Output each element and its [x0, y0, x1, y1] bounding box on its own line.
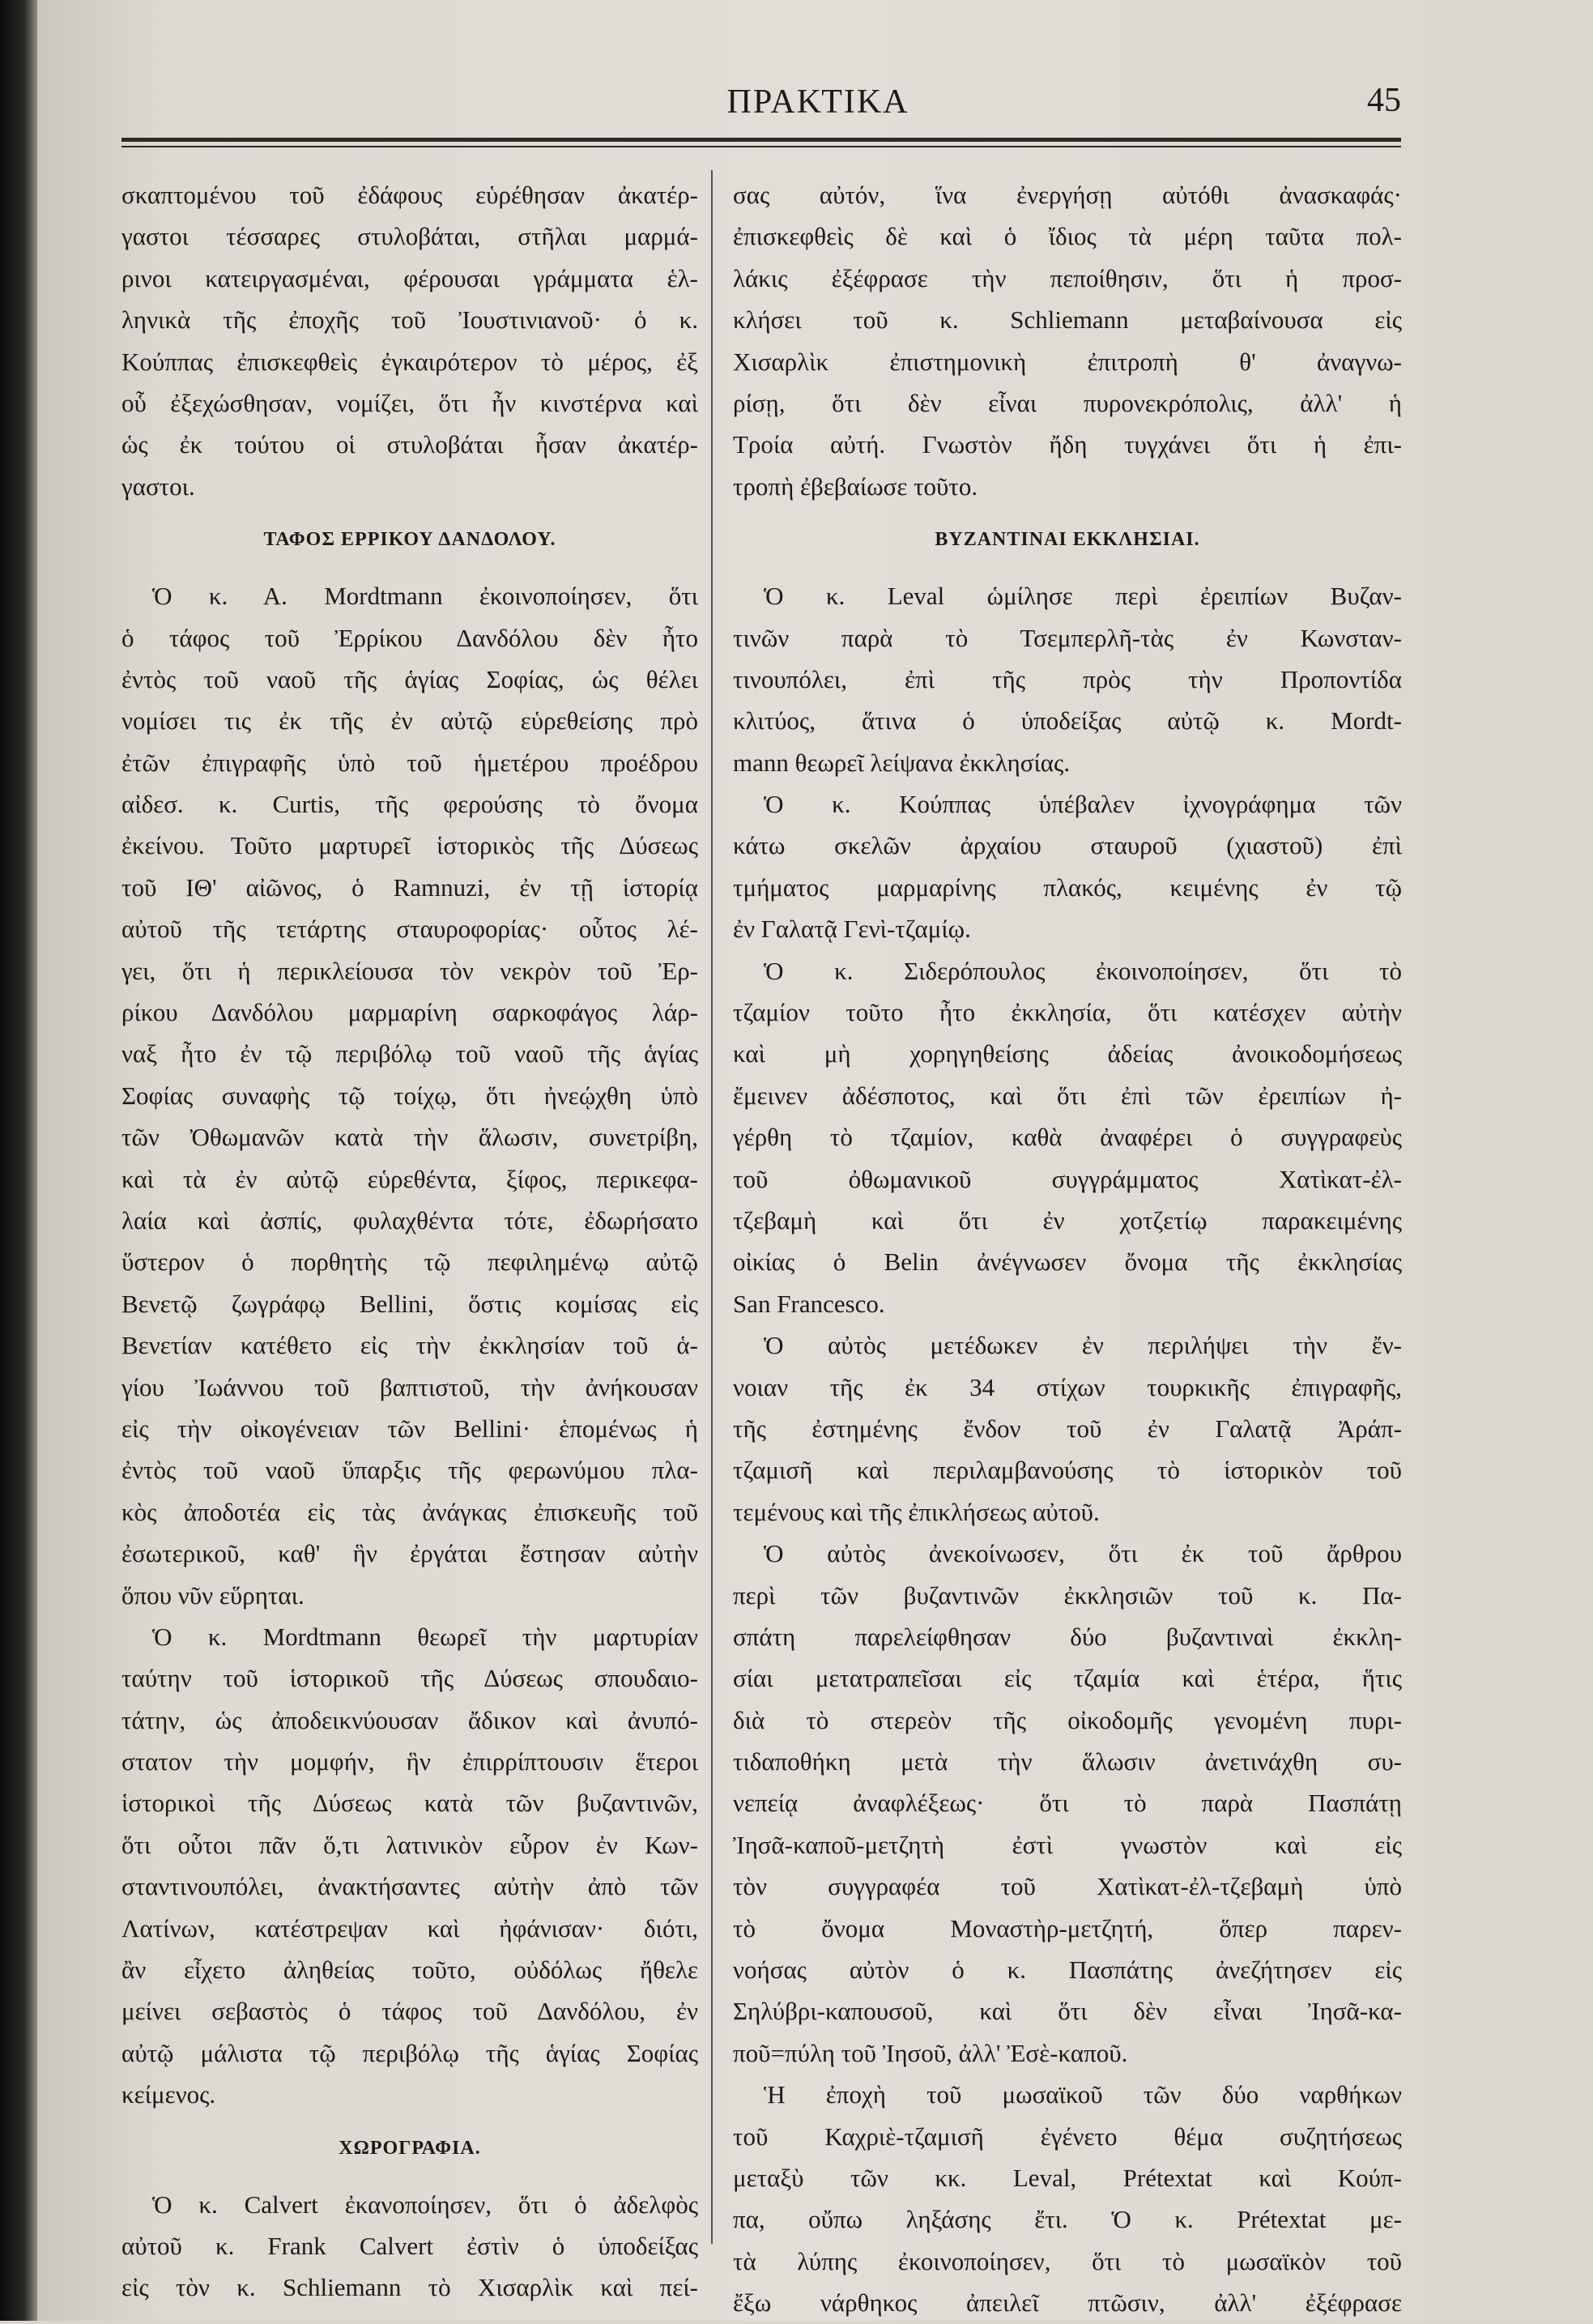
text-line: αὐτῷ μάλιστα τῷ περιβόλῳ τῆς ἁγίας Σοφίας	[121, 2038, 698, 2067]
text-line: ἐν Γαλατᾷ Γενὶ-τζαμίῳ.	[733, 915, 971, 944]
text-line: εἰς τὴν οἰκογένειαν τῶν Bellini· ἑπομένως ἡ	[121, 1414, 698, 1443]
text-line: τοῦ ΙΘ' αἰῶνος, ὁ Ramnuzi, ἐν τῇ ἱστορίᾳ	[121, 872, 698, 902]
text-line: αἰδεσ. κ. Curtis, τῆς φερούσης τὸ ὄνομα	[121, 790, 698, 819]
text-line: τῆς ἐστημένης ἔνδον τοῦ ἐν Γαλατᾷ Ἀράπ-	[733, 1414, 1402, 1443]
text-line: τὰ λύπης ἐκοινοποίησεν, ὅτι τὸ μωσαϊκὸν τοῦ	[733, 2246, 1402, 2275]
text-line: τάτην, ὡς ἀποδεικνύουσαν ἄδικον καὶ ἀνυπό-	[121, 1705, 698, 1734]
header-rule-thin	[121, 146, 1401, 147]
text-line: Λατίνων, κατέστρεψαν καὶ ἠφάνισαν· διότι,	[121, 1913, 698, 1942]
paragraph	[121, 2184, 698, 2309]
text-line: ἐντὸς τοῦ ναοῦ ὕπαρξις τῆς φερωνύμου πλα-	[121, 1456, 698, 1485]
text-line: Ὁ αὐτὸς μετέδωκεν ἐν περιλήψει τὴν ἔν-	[764, 1331, 1402, 1360]
text-line: κλήσει τοῦ κ. Schliemann μεταβαίνουσα εἰς	[733, 305, 1402, 335]
text-line: σίαι μετατραπεῖσαι εἰς τζαμία καὶ ἑτέρα, ἥτις	[733, 1664, 1402, 1693]
text-line: περὶ τῶν βυζαντινῶν ἐκκλησιῶν τοῦ κ. Πα-	[733, 1580, 1402, 1610]
text-line: κάτω σκελῶν ἀρχαίου σταυροῦ (χιαστοῦ) ἐπὶ	[733, 831, 1402, 860]
text-line: σκαπτομένου τοῦ ἐδάφους εὑρέθησαν ἀκατέρ-	[121, 181, 698, 209]
text-line: τινῶν παρὰ τὸ Τσεμπερλῆ-τὰς ἐν Κωνσταν-	[733, 623, 1402, 652]
paragraph	[121, 174, 698, 507]
text-line: τζαμίον τοῦτο ἦτο ἐκκλησία, ὅτι κατέσχεν αὐτὴν	[733, 998, 1402, 1027]
text-line: πα, οὔπω ληξάσης ἔτι. Ὁ κ. Prétextat με-	[733, 2205, 1402, 2234]
text-line: Ὁ κ. Leval ὡμίλησε περὶ ἐρειπίων Βυζαν-	[764, 582, 1402, 611]
text-line: καὶ τὰ ἐν αὐτῷ εὑρεθέντα, ξίφος, περικεφα-	[121, 1164, 698, 1193]
text-line: ὡς ἐκ τούτου οἱ στυλοβάται ἦσαν ἀκατέρ-	[121, 430, 698, 459]
text-line: ἐτῶν ἐπιγραφῆς ὑπὸ τοῦ ἡμετέρου προέδρου	[121, 748, 698, 777]
text-line: ληνικὰ τῆς ἐποχῆς τοῦ Ἰουστινιανοῦ· ὁ κ.	[121, 305, 698, 335]
text-line: Βενετίαν κατέθετο εἰς τὴν ἐκκλησίαν τοῦ ἁ-	[121, 1331, 698, 1360]
section-heading-chorography: ΧΩΡΟΓΡΑΦΙΑ.	[339, 2137, 481, 2159]
text-line: αὐτοῦ τῆς τετάρτης σταυροφορίας· οὗτος λέ-	[121, 915, 698, 944]
text-line: τμήματος μαρμαρίνης πλακός, κειμένης ἐν τῷ	[733, 872, 1402, 902]
text-line: ὅπου νῦν εὕρηται.	[121, 1580, 305, 1610]
text-line: ἔξω νάρθηκος ἀπειλεῖ πτῶσιν, ἀλλ' ἐξέφρασε	[733, 2288, 1402, 2318]
paragraph	[733, 575, 1402, 783]
text-line: νοιαν τῆς ἐκ 34 στίχων τουρκικῆς ἐπιγραφῆς,	[733, 1372, 1402, 1401]
paragraph	[121, 1616, 698, 2116]
text-line: τὸν συγγραφέα τοῦ Χατὶκατ-ἐλ-τζεβαμὴ ὑπὸ	[733, 1872, 1402, 1901]
section-heading-byzantine-churches: ΒΥΖΑΝΤΙΝΑΙ ΕΚΚΛΗΣΙΑΙ.	[935, 529, 1200, 551]
text-line: τζεβαμὴ καὶ ὅτι ἐν χοτζετίῳ παρακειμένης	[733, 1205, 1402, 1234]
text-line: νοήσας αὐτὸν ὁ κ. Πασπάτης ἀνεζήτησεν εἰς	[733, 1955, 1402, 1985]
text-line: ρίσῃ, ὅτι δὲν εἶναι πυρονεκρόπολις, ἀλλ' ἡ	[733, 388, 1402, 417]
text-line: τροπὴ ἐβεβαίωσε τοῦτο.	[733, 471, 978, 501]
text-line: ὅτι οὗτοι πᾶν ὅ,τι λατινικὸν εὗρον ἐν Κων-	[121, 1830, 698, 1859]
text-line: τὸ ὄνομα Μοναστὴρ-μετζητή, ὅπερ παρεν-	[733, 1913, 1402, 1942]
text-line: ρίκου Δανδόλου μαρμαρίνη σαρκοφάγος λάρ-	[121, 998, 698, 1027]
text-line: τινουπόλει, ἐπὶ τῆς πρὸς τὴν Προποντίδα	[733, 664, 1402, 693]
text-line: Τροία αὐτή. Γνωστὸν ἤδη τυγχάνει ὅτι ἡ ἐπι-	[733, 430, 1402, 459]
text-line: ἐσωτερικοῦ, καθ' ἣν ἐργάται ἔστησαν αὐτὴν	[121, 1539, 698, 1568]
text-line: τιδαποθήκη μετὰ τὴν ἅλωσιν ἀνετινάχθη συ-	[733, 1747, 1402, 1776]
text-line: γαστοι τέσσαρες στυλοβάται, στῆλαι μαρμά-	[121, 222, 698, 251]
text-line: Ὁ κ. Calvert ἐκανοποίησεν, ὅτι ὁ ἀδελφὸς	[152, 2190, 698, 2219]
text-line: San Francesco.	[733, 1289, 885, 1318]
text-line: Βενετῷ ζωγράφῳ Bellini, ὅστις κομίσας εἰς	[121, 1289, 698, 1318]
text-line: μείνει σεβαστὸς ὁ τάφος τοῦ Δανδόλου, ἐν	[121, 1997, 698, 2026]
paragraph	[733, 1324, 1402, 1533]
text-line: Ὁ αὐτὸς ἀνεκοίνωσεν, ὅτι ἐκ τοῦ ἄρθρου	[764, 1539, 1402, 1568]
text-line: ρινοι κατειργασμέναι, φέρουσαι γράμματα ἑλ-	[121, 263, 698, 292]
paragraph	[733, 2074, 1402, 2323]
text-line: λάκις ἐξέφρασε τὴν πεποίθησιν, ὅτι ἡ προσ-	[733, 263, 1402, 292]
text-line: Κούππας ἐπισκεφθεὶς ἐγκαιρότερον τὸ μέρος, ἐξ	[121, 347, 698, 376]
text-line: σπάτη παρελείφθησαν δύο βυζαντιναὶ ἐκκλη-	[733, 1622, 1402, 1651]
left-column	[121, 174, 698, 2309]
text-line: στατον τὴν μομφήν, ἣν ἐπιρρίπτουσιν ἕτεροι	[121, 1747, 698, 1776]
running-title: ΠΡΑΚΤΙΚΑ	[726, 83, 909, 121]
text-line: κείμενος.	[121, 2080, 216, 2109]
text-line: Ἡ ἐποχὴ τοῦ μωσαϊκοῦ τῶν δύο ναρθήκων	[764, 2080, 1402, 2109]
text-line: ναξ ἦτο ἐν τῷ περιβόλῳ τοῦ ναοῦ τῆς ἁγίας	[121, 1039, 698, 1068]
page-number: 45	[1367, 82, 1401, 119]
text-line: ποῦ=πύλη τοῦ Ἰησοῦ, ἀλλ' Ἐσὲ-καποῦ.	[733, 2038, 1128, 2067]
text-line: διὰ τὸ στερεὸν τῆς οἰκοδομῆς γενομένη πυρι-	[733, 1705, 1402, 1734]
text-line: ὕστερον ὁ πορθητὴς τῷ πεφιλημένῳ αὐτῷ	[121, 1247, 698, 1277]
text-line: ἱστορικοὶ τῆς Δύσεως κατὰ τῶν βυζαντινῶν,	[121, 1789, 698, 1818]
text-line: τῶν Ὀθωμανῶν κατὰ τὴν ἅλωσιν, συνετρίβη,	[121, 1123, 698, 1152]
text-line: Ὁ κ. Σιδερόπουλος ἐκοινοποίησεν, ὅτι τὸ	[764, 956, 1402, 985]
text-line: ἐπισκεφθεὶς δὲ καὶ ὁ ἴδιος τὰ μέρη ταῦτα πολ-	[733, 222, 1402, 251]
text-line: τεμένους καὶ τῆς ἐπικλήσεως αὐτοῦ.	[733, 1497, 1100, 1526]
text-line: Χισαρλὶκ ἐπιστημονικὴ ἐπιτροπὴ θ' ἀναγνω-	[733, 347, 1402, 376]
text-line: οἰκίας ὁ Belin ἀνέγνωσεν ὄνομα τῆς ἐκκλησίας	[733, 1247, 1402, 1277]
paragraph	[121, 575, 698, 1616]
text-line: λαία καὶ ἀσπίς, φυλαχθέντα τότε, ἐδωρήσατο	[121, 1205, 698, 1234]
text-line: mann θεωρεῖ λείψανα ἐκκλησίας.	[733, 748, 1071, 777]
text-line: ταύτην τοῦ ἱστορικοῦ τῆς Δύσεως σπουδαιο-	[121, 1664, 698, 1693]
column-divider	[711, 170, 713, 2244]
text-line: ὁ τάφος τοῦ Ἐρρίκου Δανδόλου δὲν ἦτο	[121, 623, 698, 652]
text-line: γει, ὅτι ἡ περικλείουσα τὸν νεκρὸν τοῦ Ἐρ-	[121, 956, 698, 985]
section-heading-tomb: ΤΑΦΟΣ ΕΡΡΙΚΟΥ ΔΑΝΔΟΛΟΥ.	[263, 529, 556, 551]
text-line: μεταξὺ τῶν κκ. Leval, Prétextat καὶ Κούπ-	[733, 2163, 1402, 2192]
text-line: γαστοι.	[121, 471, 195, 501]
text-line: Σοφίας συναφὴς τῷ τοίχῳ, ὅτι ἠνεῴχθη ὑπὸ	[121, 1081, 698, 1110]
text-line: εἰς τὸν κ. Schliemann τὸ Χισαρλὶκ καὶ πεί-	[121, 2273, 698, 2302]
text-line: τζαμισῆ καὶ περιλαμβανούσης τὸ ἱστορικὸν τοῦ	[733, 1456, 1402, 1485]
text-line: σταντινουπόλει, ἀνακτήσαντες αὐτὴν ἀπὸ τῶν	[121, 1872, 698, 1901]
paragraph	[733, 1533, 1402, 2074]
text-line: ἔμεινεν ἀδέσποτος, καὶ ὅτι ἐπὶ τῶν ἐρειπίων ἠ-	[733, 1081, 1402, 1110]
header-rule	[121, 138, 1401, 142]
text-line: τοῦ Καχριὲ-τζαμισῆ ἐγένετο θέμα συζητήσεως	[733, 2121, 1402, 2151]
text-line: ἐντὸς τοῦ ναοῦ τῆς ἁγίας Σοφίας, ὡς θέλει	[121, 664, 698, 693]
paragraph	[733, 783, 1402, 950]
text-line: Σηλύβρι-καπουσοῦ, καὶ ὅτι δὲν εἶναι Ἰησᾶ-κα-	[733, 1997, 1402, 2026]
book-binding-shadow	[0, 0, 37, 2321]
text-line: τοῦ ὀθωμανικοῦ συγγράμματος Χατὶκατ-ἐλ-	[733, 1164, 1402, 1193]
text-line: γίου Ἰωάννου τοῦ βαπτιστοῦ, τὴν ἀνήκουσαν	[121, 1372, 698, 1401]
paragraph	[733, 174, 1402, 507]
text-line: νεπείᾳ ἀναφλέξεως· ὅτι τὸ παρὰ Πασπάτῃ	[733, 1789, 1402, 1818]
right-column	[733, 174, 1402, 2324]
text-line: οὗ ἐξεχώσθησαν, νομίζει, ὅτι ἦν κινστέρνα καὶ	[121, 388, 698, 417]
text-line: ἂν εἶχετο ἀληθείας τοῦτο, οὐδόλως ἤθελε	[121, 1955, 698, 1985]
text-line: γέρθη τὸ τζαμίον, καθὰ ἀναφέρει ὁ συγγραφεὺς	[733, 1123, 1402, 1152]
text-line: σας αὐτόν, ἵνα ἐνεργήσῃ αὐτόθι ἀνασκαφάς·	[733, 181, 1402, 209]
text-line: Ὁ κ. Mordtmann θεωρεῖ τὴν μαρτυρίαν	[152, 1622, 698, 1651]
paragraph	[733, 950, 1402, 1325]
text-line: Ἰησᾶ-καποῦ-μετζητὴ ἐστὶ γνωστὸν καὶ εἰς	[733, 1830, 1402, 1859]
text-line: κλιτύος, ἅτινα ὁ ὑποδείξας αὐτῷ κ. Mordt-	[733, 706, 1402, 736]
text-line: καὶ μὴ χορηγηθείσης ἀδείας ἀνοικοδομήσεως	[733, 1039, 1402, 1068]
text-line: Ὁ κ. Α. Mordtmann ἐκοινοποίησεν, ὅτι	[152, 582, 698, 611]
text-line: αὐτοῦ κ. Frank Calvert ἐστὶν ὁ ὑποδείξας	[121, 2231, 698, 2260]
text-line: κὸς ἀποδοτέα εἰς τὰς ἀνάγκας ἐπισκευῆς τοῦ	[121, 1497, 698, 1526]
text-line: Ὁ κ. Κούππας ὑπέβαλεν ἰχνογράφημα τῶν	[764, 790, 1402, 819]
text-line: νομίσει τις ἐκ τῆς ἐν αὐτῷ εὑρεθείσης πρὸ	[121, 706, 698, 736]
text-line: ἐκείνου. Τοῦτο μαρτυρεῖ ἱστορικὸς τῆς Δύσεως	[121, 831, 698, 860]
